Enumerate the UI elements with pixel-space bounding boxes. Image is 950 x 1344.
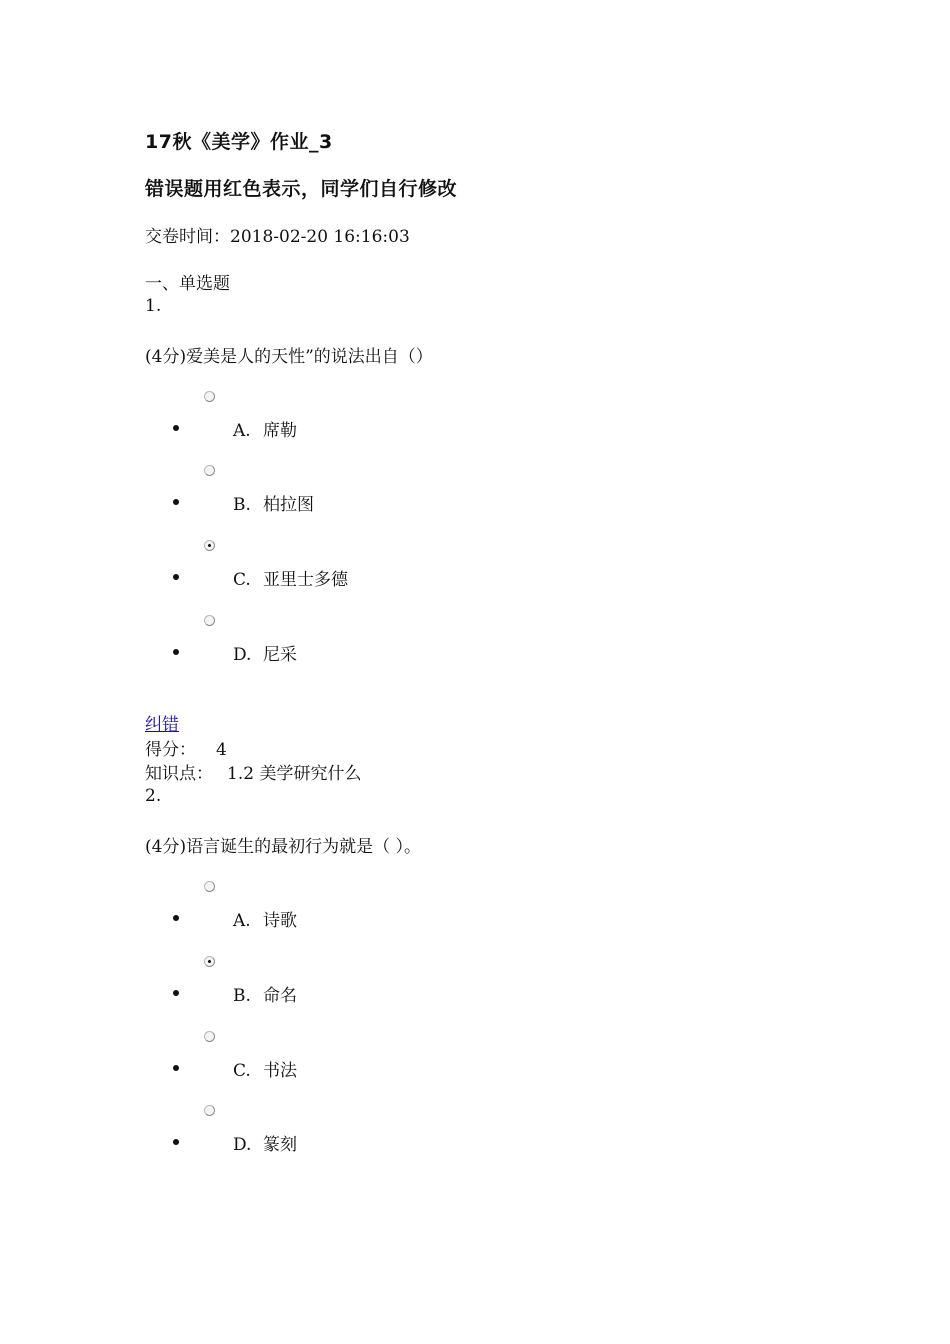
- page-title: 17秋《美学》作业_3: [145, 131, 333, 153]
- bullet-icon: [173, 574, 179, 580]
- score-row: [145, 735, 227, 760]
- radio-option-a[interactable]: [204, 881, 215, 892]
- submit-time: 交卷时间：2018-02-20 16:16:03: [145, 227, 410, 247]
- question-text: (4分)爱美是人的天性”的说法出自（）: [145, 347, 433, 367]
- radio-option-d[interactable]: [204, 615, 215, 626]
- score-value: 4: [216, 740, 227, 760]
- radio-option-b[interactable]: [204, 956, 215, 967]
- question-number: 1.: [145, 296, 162, 316]
- option-c-label: C. 亚里士多德: [233, 570, 348, 590]
- radio-option-c[interactable]: [204, 1031, 215, 1042]
- option-b-label: B. 命名: [233, 986, 297, 1006]
- knowledge-row: [145, 759, 361, 784]
- option-a-label: A. 诗歌: [233, 911, 297, 931]
- option-b-label: B. 柏拉图: [233, 495, 314, 515]
- radio-option-a[interactable]: [204, 391, 215, 402]
- bullet-icon: [173, 990, 179, 996]
- bullet-icon: [173, 1065, 179, 1071]
- radio-option-b[interactable]: [204, 465, 215, 476]
- bullet-icon: [173, 1139, 179, 1145]
- correction-link[interactable]: 纠错: [145, 715, 179, 735]
- option-d-label: D. 尼采: [233, 645, 297, 665]
- bullet-icon: [173, 649, 179, 655]
- bullet-icon: [173, 499, 179, 505]
- bullet-icon: [173, 425, 179, 431]
- option-a-label: A. 席勒: [233, 421, 297, 441]
- radio-option-c[interactable]: [204, 540, 215, 551]
- knowledge-value: 1.2 美学研究什么: [227, 764, 362, 784]
- score-label: 得分：: [145, 740, 196, 760]
- bullet-icon: [173, 915, 179, 921]
- section-title: 一、单选题: [145, 274, 230, 294]
- option-d-label: D. 篆刻: [233, 1135, 297, 1155]
- knowledge-label: 知识点：: [145, 764, 213, 784]
- question-number: 2.: [145, 786, 162, 806]
- page-subtitle: 错误题用红色表示，同学们自行修改: [145, 178, 458, 200]
- question-text: (4分)语言诞生的最初行为就是（ ）。: [145, 837, 421, 857]
- radio-option-d[interactable]: [204, 1105, 215, 1116]
- option-c-label: C. 书法: [233, 1061, 297, 1081]
